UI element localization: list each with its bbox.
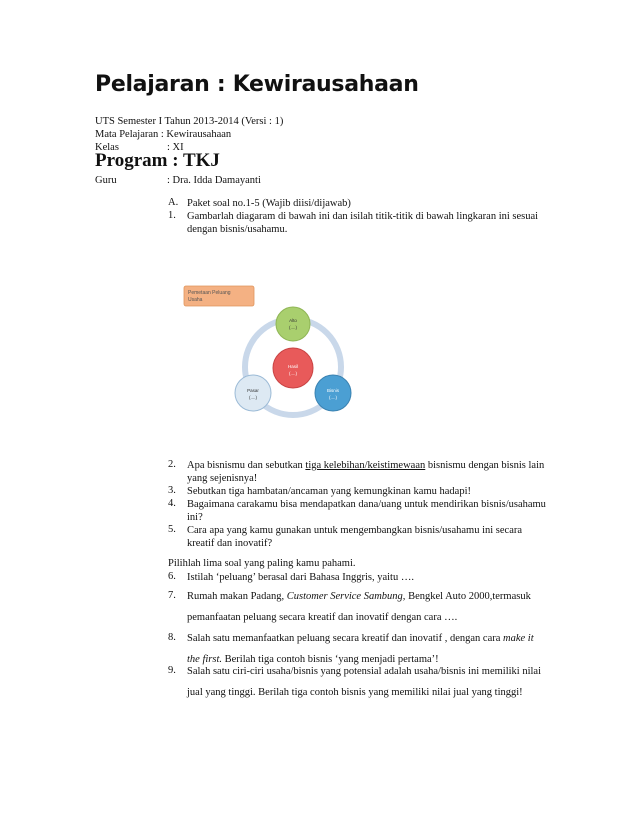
q5-number: 5. <box>168 524 176 535</box>
section-a-text: Paket soal no.1-5 (Wajib diisi/dijawab) <box>187 198 351 209</box>
teacher-label: Guru <box>95 175 117 186</box>
class-label: Kelas <box>95 142 119 153</box>
q4-text: Bagaimana carakamu bisa mendapatkan dana/uang untuk mendirikan bisnis/usahamu ini? <box>187 499 546 523</box>
q2-text <box>187 459 547 485</box>
q7-text <box>187 586 547 628</box>
q9-number: 9. <box>168 665 176 676</box>
program-heading: Program : TKJ <box>95 150 220 171</box>
teacher-value: : Dra. Idda Damayanti <box>167 175 261 186</box>
diagram-left-title: Pasar <box>247 388 259 393</box>
diagram-title-box <box>184 286 254 306</box>
q4-number: 4. <box>168 498 176 509</box>
q7-text-before: Rumah makan Padang, <box>187 591 287 602</box>
business-opportunity-diagram <box>180 280 380 420</box>
subject-info <box>95 128 231 141</box>
exam-info <box>95 115 283 128</box>
diagram-title-line1: Pemetaan Peluang <box>188 290 231 296</box>
q6-text: Istilah ‘peluang’ berasal dari Bahasa Inggris, yaitu …. <box>187 572 414 583</box>
q3-number: 3. <box>168 485 176 496</box>
q7-text-after: Bengkel Auto 2000,termasuk pemanfaatan peluang secara kreatif dan inovatif dengan cara …. <box>187 591 531 623</box>
teacher-info <box>95 174 261 187</box>
subject-info-text: Mata Pelajaran : Kewirausahaan <box>95 129 232 140</box>
diagram-right-dots: (....) <box>329 395 337 400</box>
q8-text-before: Salah satu memanfaatkan peluang secara kreatif dan inovatif , dengan cara <box>187 633 504 644</box>
q1-number: 1. <box>168 210 176 221</box>
diagram-top-circle <box>276 307 310 341</box>
q7-italic: Customer Service Sambung, <box>286 591 406 602</box>
q2-number: 2. <box>168 459 176 470</box>
q3-text: Sebutkan tiga hambatan/ancaman yang kemungkinan kamu hadapi! <box>187 486 471 497</box>
q9-text: Salah satu ciri-ciri usaha/bisnis yang potensial adalah usaha/bisnis ini memiliki nilai jual yang tinggi. Berilah tiga contoh bisnis yang memiliki nilai jual yang tinggi! <box>187 666 542 698</box>
diagram-right-title: Bisnis <box>326 388 340 393</box>
q7-number: 7. <box>168 590 176 601</box>
q2-text-before: Apa bisnismu dan sebutkan <box>187 460 306 471</box>
diagram-title-line2: Usaha <box>188 297 203 303</box>
diagram-center-title: Hasil <box>287 364 299 369</box>
q2-underlined: tiga kelebihan/keistimewaan <box>305 460 426 471</box>
diagram-top-title: Alto <box>289 318 297 323</box>
instruction-text: Pilihlah lima soal yang paling kamu pahami. <box>168 558 356 569</box>
diagram-center-dots: (....) <box>289 371 297 376</box>
page-title: Pelajaran : Kewirausahaan <box>95 72 419 97</box>
q2-text-after: bisnismu dengan bisnis lain yang sejenisnya! <box>187 460 545 484</box>
exam-info-text: UTS Semester I Tahun 2013-2014 (Versi : 1) <box>95 116 284 127</box>
q8-number: 8. <box>168 632 176 643</box>
q6-number: 6. <box>168 571 176 582</box>
class-value: : XI <box>167 142 184 153</box>
diagram-right-circle <box>315 375 351 411</box>
q8-italic: make it the first. <box>187 633 534 665</box>
diagram-left-circle <box>235 375 271 411</box>
q8-text-after: Berilah tiga contoh bisnis ‘yang menjadi pertama’! <box>222 654 439 665</box>
q1-text: Gambarlah diagaram di bawah ini dan isilah titik-titik di bawah lingkaran ini sesuai dengan bisnis/usahamu. <box>187 211 539 235</box>
q5-text: Cara apa yang kamu gunakan untuk mengembangkan bisnis/usahamu ini secara kreatif dan inovatif? <box>187 525 523 549</box>
diagram-left-dots: (....) <box>249 395 257 400</box>
section-a-letter: A. <box>168 197 179 208</box>
diagram-top-dots: (....) <box>289 325 297 330</box>
